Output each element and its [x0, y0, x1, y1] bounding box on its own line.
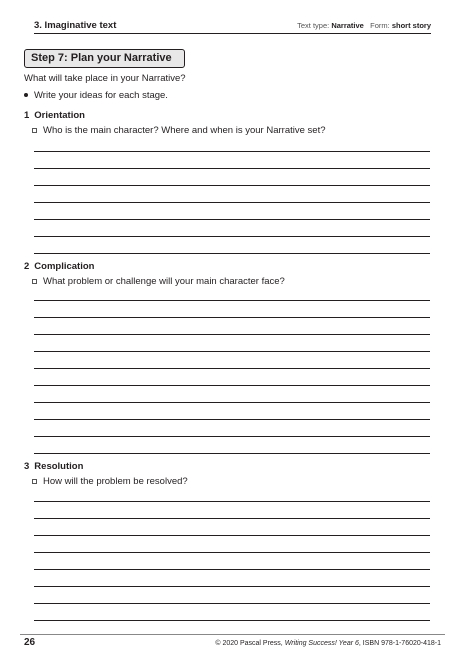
stage-title-text: Complication	[34, 261, 95, 272]
writing-line[interactable]	[34, 419, 430, 420]
writing-line[interactable]	[34, 236, 430, 237]
writing-line[interactable]	[34, 569, 430, 570]
writing-line[interactable]	[34, 368, 430, 369]
form-value: short story	[391, 21, 431, 30]
stage-resolution-prompt	[32, 476, 188, 487]
writing-line[interactable]	[34, 586, 430, 587]
stage-resolution-title	[24, 461, 83, 472]
stage-complication-prompt	[32, 276, 285, 287]
stage-orientation-title	[24, 110, 85, 121]
writing-line[interactable]	[34, 317, 430, 318]
prompt-text: What problem or challenge will your main character face?	[43, 276, 285, 287]
writing-line[interactable]	[34, 185, 430, 186]
writing-line[interactable]	[34, 300, 430, 301]
page-header	[34, 17, 431, 34]
page-number: 26	[24, 637, 36, 648]
bullet-dot-icon	[24, 93, 28, 97]
writing-line[interactable]	[34, 151, 430, 152]
form-label: Form:	[370, 21, 390, 30]
text-type-meta	[297, 21, 431, 30]
stage-number: 3	[24, 461, 30, 472]
writing-line[interactable]	[34, 436, 430, 437]
checkbox-square-icon	[32, 128, 37, 133]
writing-line[interactable]	[34, 168, 430, 169]
prompt-text: Who is the main character? Where and when is your Narrative set?	[43, 125, 326, 136]
writing-line[interactable]	[34, 402, 430, 403]
step-title: Step 7: Plan your Narrative	[24, 49, 185, 68]
copyright-title: Writing Success! Year 6	[284, 640, 359, 647]
writing-line[interactable]	[34, 620, 430, 621]
stage-title-text: Resolution	[34, 461, 84, 472]
writing-line[interactable]	[34, 535, 430, 536]
writing-line[interactable]	[34, 385, 430, 386]
copyright-suffix: , ISBN 978-1-76020-418-1	[358, 640, 441, 647]
instruction-text: Write your ideas for each stage.	[34, 90, 168, 101]
stage-orientation-prompt	[32, 125, 326, 136]
text-type-value: Narrative	[331, 21, 364, 30]
section-title: 3. Imaginative text	[34, 20, 117, 31]
stage-number: 2	[24, 261, 30, 272]
footer-divider	[20, 634, 445, 635]
writing-line[interactable]	[34, 334, 430, 335]
prompt-text: How will the problem be resolved?	[43, 476, 188, 487]
text-type-label: Text type:	[297, 21, 330, 30]
writing-line[interactable]	[34, 351, 430, 352]
instruction-bullet	[24, 90, 168, 101]
writing-line[interactable]	[34, 552, 430, 553]
writing-line[interactable]	[34, 453, 430, 454]
writing-line[interactable]	[34, 518, 430, 519]
writing-line[interactable]	[34, 219, 430, 220]
writing-line[interactable]	[34, 253, 430, 254]
checkbox-square-icon	[32, 479, 37, 484]
copyright-notice	[215, 640, 441, 647]
writing-line[interactable]	[34, 202, 430, 203]
intro-question: What will take place in your Narrative?	[24, 73, 186, 84]
copyright-prefix: © 2020 Pascal Press,	[215, 640, 285, 647]
writing-line[interactable]	[34, 603, 430, 604]
checkbox-square-icon	[32, 279, 37, 284]
writing-line[interactable]	[34, 501, 430, 502]
stage-title-text: Orientation	[34, 110, 85, 121]
stage-complication-title	[24, 261, 94, 272]
stage-number: 1	[24, 110, 30, 121]
